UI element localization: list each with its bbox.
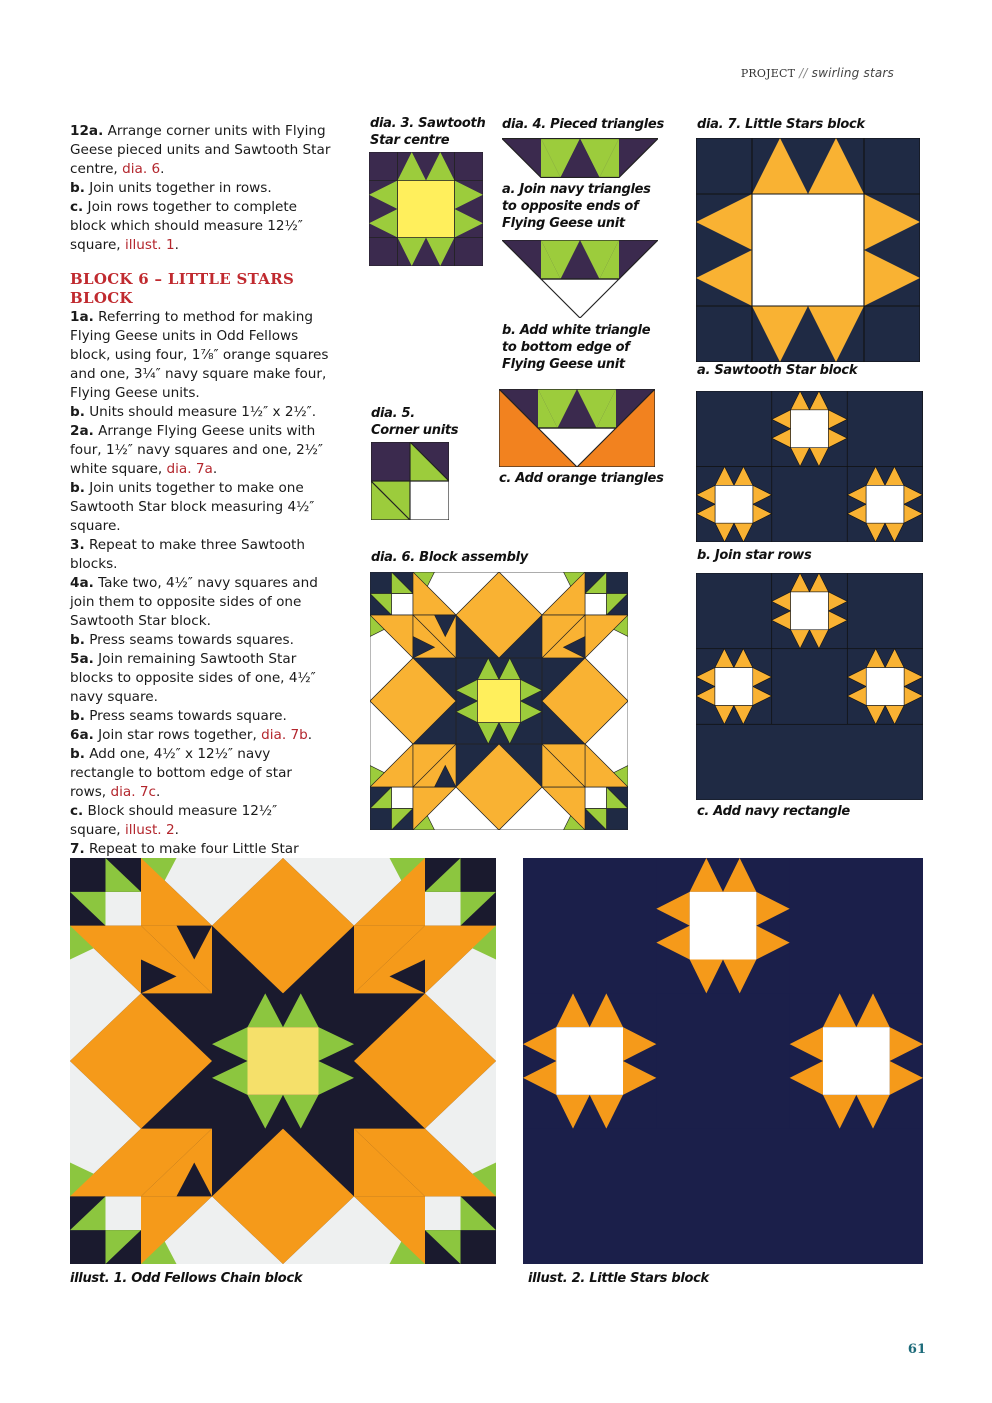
header-separator: //: [799, 66, 808, 80]
step-end: .: [212, 461, 218, 477]
step-item: [70, 707, 332, 726]
step-item: [70, 179, 332, 198]
step-text: Join units together to make one Sawtooth Star block measuring 4½″ square.: [70, 480, 315, 534]
dia4-caption: dia. 4. Pieced triangles: [502, 117, 664, 132]
step-reference: dia. 7a: [166, 461, 213, 477]
dia4a-caption: a. Join navy triangles to opposite ends of Flying Geese unit: [502, 182, 651, 231]
step-item: [70, 422, 332, 479]
dia3-sawtooth-centre: [369, 152, 483, 266]
section-title: BLOCK 6 – LITTLE STARS BLOCK: [70, 270, 295, 307]
step-number: b.: [70, 632, 85, 648]
quilt-patch: [791, 410, 829, 448]
steps-top: [70, 122, 332, 255]
quilt-patch: [791, 592, 829, 630]
step-item: [70, 536, 332, 574]
header-project: PROJECT: [740, 67, 796, 80]
header-subtitle: swirling stars: [811, 66, 894, 80]
illust1-caption: illust. 1. Odd Fellows Chain block: [70, 1271, 303, 1286]
dia7b-caption: b. Join star rows: [697, 548, 812, 563]
quilt-patch: [696, 724, 923, 800]
step-number: b.: [70, 480, 85, 496]
quilt-patch: [866, 485, 904, 523]
step-end: .: [174, 237, 179, 253]
step-number: 7.: [70, 841, 85, 857]
quilt-patch: [106, 892, 142, 926]
quilt-patch: [392, 594, 414, 616]
dia4b-with-white: [502, 240, 658, 318]
step-reference: dia. 7b: [261, 727, 308, 743]
step-text: Units should measure 1½″ x 2½″.: [84, 404, 317, 420]
illust1-odd-fellows-photo: [70, 858, 496, 1264]
quilt-patch: [715, 485, 753, 523]
step-item: [70, 479, 332, 536]
quilt-patch: [392, 787, 414, 809]
step-text: Block should measure 12½″ square,: [70, 803, 278, 838]
step-item: [70, 631, 332, 650]
dia5-corner-unit: [371, 442, 449, 520]
step-number: 2a.: [70, 423, 94, 439]
dia7c-navy-rectangle: [696, 573, 923, 800]
quilt-patch: [690, 892, 757, 960]
step-number: 5a.: [70, 651, 94, 667]
quilt-patch: [585, 787, 607, 809]
quilt-patch: [866, 668, 904, 706]
dia7c-caption: c. Add navy rectangle: [697, 804, 850, 819]
step-reference: illust. 2: [124, 822, 175, 838]
block6-steps: [70, 308, 332, 878]
step-number: c.: [70, 199, 84, 215]
quilt-patch: [523, 1129, 923, 1264]
page-number: 61: [907, 1342, 926, 1357]
step-text: Repeat to make three Sawtooth blocks.: [70, 537, 305, 572]
step-text: Repeat to make four Little Star: [88, 841, 299, 857]
step-number: b.: [70, 180, 85, 196]
dia6-caption: dia. 6. Block assembly: [371, 550, 528, 565]
quilt-patch: [715, 668, 753, 706]
step-text: Press seams towards square.: [84, 708, 287, 724]
dia4c-caption: c. Add orange triangles: [499, 471, 664, 486]
dia4c-with-orange: [499, 389, 655, 467]
step-number: 6a.: [70, 727, 94, 743]
step-text: Join star rows together,: [93, 727, 262, 743]
step-item: [70, 802, 332, 840]
dia7a-caption: a. Sawtooth Star block: [697, 363, 858, 378]
step-text: Join remaining Sawtooth Star blocks to opposite sides of one, 4½″ navy square.: [70, 651, 316, 705]
quilt-patch: [478, 680, 521, 723]
step-number: b.: [70, 708, 85, 724]
step-text: Press seams towards squares.: [84, 632, 294, 648]
step-number: 4a.: [70, 575, 94, 591]
step-item: [70, 745, 332, 802]
step-end: .: [160, 161, 165, 177]
quilt-patch: [425, 892, 461, 926]
illust2-little-stars-photo: [523, 858, 923, 1264]
step-text: Referring to method for making Flying Geese units in Odd Fellows block, using four, 1⅞″ orange squares and one, 3¼″ navy square make four, Flying Geese units.: [70, 309, 329, 401]
step-number: c.: [70, 803, 84, 819]
step-end: .: [155, 784, 161, 800]
illust2-caption: illust. 2. Little Stars block: [528, 1271, 709, 1286]
step-number: b.: [70, 746, 85, 762]
dia3-caption: dia. 3. Sawtooth Star centre: [370, 116, 486, 148]
block6-section: [70, 270, 332, 878]
step-number: 3.: [70, 537, 85, 553]
quilt-patch: [556, 1027, 623, 1095]
step-item: [70, 198, 332, 255]
step-text: Join units together in rows.: [84, 180, 272, 196]
quilt-patch: [823, 1027, 890, 1095]
dia5-caption: dia. 5. Corner units: [371, 406, 459, 438]
step-number: b.: [70, 404, 85, 420]
step-text: Add one, 4½″ x 12½″ navy rectangle to bottom edge of star rows,: [70, 746, 293, 800]
step-item: [70, 574, 332, 631]
quilt-patch: [106, 1196, 142, 1230]
quilt-patch: [585, 594, 607, 616]
step-item: [70, 650, 332, 707]
dia7-caption: dia. 7. Little Stars block: [697, 117, 865, 132]
step-item: [70, 308, 332, 403]
dia7b-star-rows: [696, 391, 923, 542]
step-end: .: [174, 822, 179, 838]
step-number: 1a.: [70, 309, 94, 325]
step-item: [70, 122, 332, 179]
step-number: 12a.: [70, 123, 104, 139]
step-end: .: [307, 727, 313, 743]
step-reference: dia. 7c: [110, 784, 156, 800]
dia6-block-assembly: [370, 572, 628, 830]
step-reference: illust. 1: [124, 237, 175, 253]
step-text: Arrange Flying Geese units with four, 1½″ navy squares and one, 2½″ white square,: [70, 423, 323, 477]
step-text: Take two, 4½″ navy squares and join them to opposite sides of one Sawtooth Star block.: [70, 575, 318, 629]
step-item: [70, 726, 332, 745]
step-text: Arrange corner units with Flying Geese pieced units and Sawtooth Star centre,: [70, 123, 331, 177]
step-text: Join rows together to complete block which should measure 12½″ square,: [70, 199, 303, 253]
dia7a-sawtooth-star: [696, 138, 920, 362]
step-item: [70, 403, 332, 422]
quilt-patch: [248, 1027, 319, 1095]
dia4b-caption: b. Add white triangle to bottom edge of Flying Geese unit: [502, 323, 651, 372]
quilt-patch: [425, 1196, 461, 1230]
step-reference: dia. 6: [122, 161, 161, 177]
running-header: [741, 66, 894, 80]
dia4a-flying-geese: [502, 138, 658, 178]
